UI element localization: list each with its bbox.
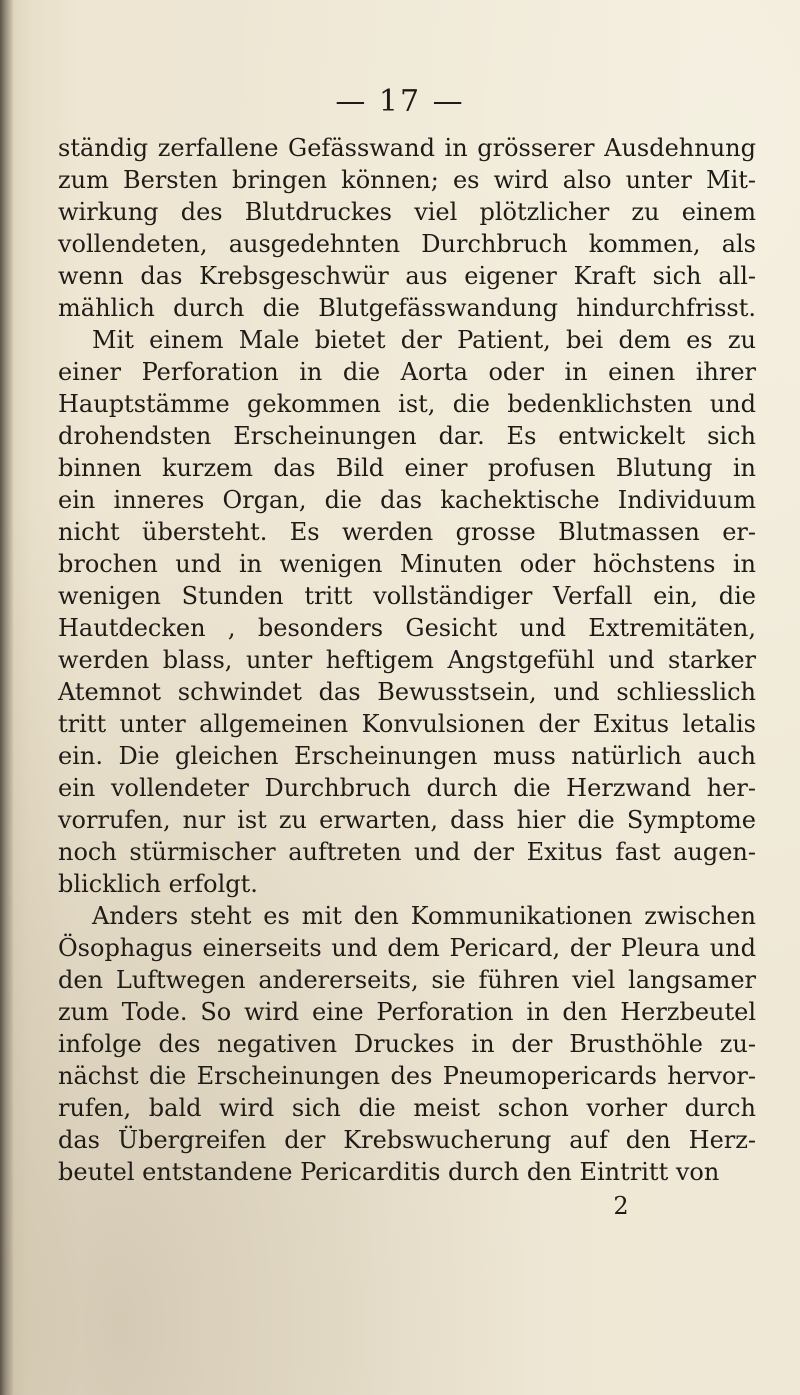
text-line: zum Bersten bringen können; es wird also unter Mit-	[58, 166, 756, 194]
text-line: beutel entstandene Pericarditis durch den Eintritt von	[58, 1158, 720, 1186]
text-line: vorrufen, nur ist zu erwarten, dass hier die Symptome	[58, 806, 756, 834]
text-line: Hauptstämme gekommen ist, die bedenklichsten und	[58, 390, 756, 418]
text-line: ständig zerfallene Gefässwand in grösserer Ausdehnung	[58, 134, 756, 162]
text-line: das Übergreifen der Krebswucherung auf den Herz-	[58, 1126, 756, 1154]
text-line: infolge des negativen Druckes in der Brusthöhle zu-	[58, 1030, 756, 1058]
text-line: Hautdecken , besonders Gesicht und Extremitäten,	[58, 614, 756, 642]
text-line: mählich durch die Blutgefässwandung hindurchfrisst.	[58, 294, 756, 322]
text-line: drohendsten Erscheinungen dar. Es entwickelt sich	[58, 422, 756, 450]
text-line: den Luftwegen andererseits, sie führen viel langsamer	[58, 966, 756, 994]
text-line: rufen, bald wird sich die meist schon vorher durch	[58, 1094, 756, 1122]
text-line: vollendeten, ausgedehnten Durchbruch kommen, als	[58, 230, 756, 258]
text-line: wenn das Krebsgeschwür aus eigener Kraft sich all-	[58, 262, 756, 290]
text-line: ein vollendeter Durchbruch durch die Herzwand her-	[58, 774, 756, 802]
text-line: Anders steht es mit den Kommunikationen zwischen	[92, 902, 756, 930]
text-line: Atemnot schwindet das Bewusstsein, und schliesslich	[58, 678, 756, 706]
text-line: ein. Die gleichen Erscheinungen muss natürlich auch	[58, 742, 756, 770]
text-line: binnen kurzem das Bild einer profusen Blutung in	[58, 454, 756, 482]
text-line: nächst die Erscheinungen des Pneumopericards hervor-	[58, 1062, 756, 1090]
text-line: ein inneres Organ, die das kachektische Individuum	[58, 486, 756, 514]
text-line: werden blass, unter heftigem Angstgefühl und starker	[58, 646, 756, 674]
text-line: wirkung des Blutdruckes viel plötzlicher zu einem	[58, 198, 756, 226]
text-line: Ösophagus einerseits und dem Pericard, der Pleura und	[58, 934, 756, 962]
text-line: wenigen Stunden tritt vollständiger Verfall ein, die	[58, 582, 756, 610]
text-line: Mit einem Male bietet der Patient, bei dem es zu	[92, 326, 756, 354]
text-line: blicklich erfolgt.	[58, 870, 258, 898]
text-line: nicht übersteht. Es werden grosse Blutmassen er-	[58, 518, 756, 546]
text-line: noch stürmischer auftreten und der Exitus fast augen-	[58, 838, 756, 866]
page-number: — 17 —	[335, 84, 465, 119]
signature-mark: 2	[613, 1192, 629, 1220]
text-line: einer Perforation in die Aorta oder in einen ihrer	[58, 358, 756, 386]
text-line: brochen und in wenigen Minuten oder höchstens in	[58, 550, 756, 578]
text-line: tritt unter allgemeinen Konvulsionen der Exitus letalis	[58, 710, 756, 738]
text-line: zum Tode. So wird eine Perforation in den Herzbeutel	[58, 998, 756, 1026]
